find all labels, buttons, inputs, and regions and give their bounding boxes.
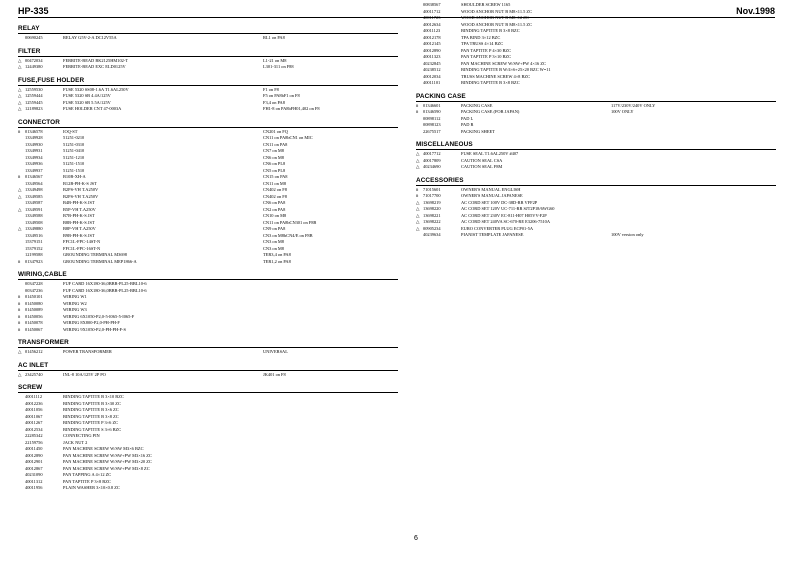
part-description: 51251-0410: [63, 148, 85, 153]
part-number: 71015601: [423, 186, 441, 192]
change-mark: [416, 129, 423, 136]
part-description: TRUSS MACHINE SCREW 4×8 BZC: [461, 73, 530, 79]
part-number: 01346601: [423, 102, 441, 108]
part-remarks: TER1,2 on PA8: [263, 258, 291, 264]
part-number: 40012145: [423, 41, 441, 46]
section-title: AC INLET: [18, 362, 398, 371]
part-number: 00905234: [423, 225, 441, 231]
safety-mark-icon: △: [18, 93, 22, 98]
part-number: 01450078: [25, 320, 43, 325]
part-description: B12B-PH-K-S JST: [63, 180, 97, 186]
part-description: BINDING TAPTITE B 3×8 ZC: [63, 413, 119, 419]
part-description: BINDING TAPTITE B 3×6 ZC: [63, 407, 119, 412]
part-remarks: CN402 on F8: [263, 193, 287, 199]
part-number: 00838567: [423, 2, 441, 7]
parts-section: [18, 48, 398, 71]
change-mark: #: [18, 258, 21, 264]
part-number: 40012534: [25, 426, 43, 432]
section-title: PACKING CASE: [416, 93, 776, 102]
part-number: 00347236: [25, 287, 43, 293]
part-description: PACKING CASE: [461, 102, 493, 108]
part-description: IOQ-ST: [63, 128, 78, 134]
parts-section: [18, 119, 398, 266]
part-number: 01450056: [25, 313, 43, 319]
part-description: FFC1L-FPC-16ST-N: [63, 245, 101, 251]
parts-section: [416, 141, 776, 171]
part-number: 12189823: [25, 106, 43, 111]
part-number: 40012236: [25, 400, 43, 406]
part-number: 40012178: [423, 34, 441, 40]
change-mark: #: [18, 320, 21, 325]
part-description: PAN MACHINE SCREW W/SW+PW M3×20 ZC: [63, 459, 152, 464]
part-remarks: CN201 on FQ: [263, 128, 288, 134]
change-mark: #: [18, 174, 21, 179]
part-remarks: CN3 on M8: [263, 245, 284, 251]
part-row: [416, 164, 776, 171]
part-description: TPA TRUSS 4×14 BZC: [461, 41, 504, 46]
part-number: 13349591: [25, 206, 43, 212]
section-title: ACCESSORIES: [416, 177, 776, 186]
parts-section: [18, 362, 398, 379]
part-remarks: 117V/230V/240V ONLY: [611, 102, 656, 108]
section-title: FILTER: [18, 48, 398, 57]
part-number: 13349937: [25, 167, 43, 173]
section-title: RELAY: [18, 25, 398, 34]
part-description: PAN MACHINE SCREW W/SW+PW M3×16 ZC: [63, 452, 152, 458]
part-number: 40011450: [25, 446, 43, 451]
part-description: CONNECTING PIN: [63, 433, 100, 438]
section-title: MISCELLANEOUS: [416, 141, 776, 150]
part-number: 13349498: [25, 187, 43, 192]
safety-mark-icon: △: [18, 86, 22, 92]
part-number: 13698221: [423, 212, 441, 218]
part-description: BINDING TAPTITE P 3×6 ZC: [63, 420, 119, 425]
part-description: WIRING W2: [63, 300, 87, 306]
parts-section: [18, 25, 398, 42]
part-description: BINDING TAPTITE B 3×8 BZC: [461, 28, 520, 33]
part-number: 40011712: [423, 8, 441, 14]
change-mark: [18, 485, 25, 492]
part-row: [18, 259, 398, 266]
part-description: WIRING W1: [63, 294, 87, 299]
part-number: 01450089: [25, 307, 43, 312]
safety-mark-icon: △: [18, 206, 22, 212]
part-number: 40012034: [423, 73, 441, 79]
part-description: B8B-PH-K-S JST: [63, 219, 95, 225]
safety-mark-icon: △: [18, 99, 22, 105]
part-number: 13349516: [25, 232, 43, 238]
part-number: 00690245: [25, 35, 43, 40]
part-number: 00347228: [25, 281, 43, 286]
change-mark: [416, 80, 423, 87]
part-remarks: TER3,4 on PA8: [263, 252, 291, 257]
part-description: EURO CONVERTER PLUG ECP01-5A: [461, 225, 534, 231]
part-remarks: CN11 on PA8: [263, 141, 288, 147]
part-number: 01456212: [25, 349, 43, 354]
part-number: 22675517: [423, 128, 441, 134]
section-title: WIRING,CABLE: [18, 271, 398, 280]
part-description: AC CORD SET 240VA SC-670-RE E3206-7510A: [461, 219, 550, 224]
part-row: [18, 372, 398, 379]
part-number: 12559530: [25, 86, 43, 92]
part-description: FUSE 5320 SB 4.4A/125V: [63, 93, 111, 98]
safety-mark-icon: △: [18, 371, 22, 377]
part-number: 40011101: [423, 80, 441, 85]
part-number: 22285342: [25, 433, 43, 438]
part-description: B4B-PH-K-S JST: [63, 200, 95, 205]
part-description: PAN TAPPING A 4×12 ZC: [63, 472, 112, 477]
part-number: 00898112: [423, 115, 441, 121]
part-number: 13349588: [25, 213, 43, 218]
section-title: CONNECTOR: [18, 119, 398, 128]
page-number: 6: [414, 535, 418, 542]
safety-mark-icon: △: [18, 106, 22, 111]
part-number: 13349564: [25, 180, 43, 186]
parts-section: [18, 384, 398, 492]
part-number: 01346567: [25, 174, 43, 179]
safety-mark-icon: △: [416, 212, 420, 218]
part-number: 13349587: [25, 200, 43, 205]
part-number: 15379152: [25, 245, 43, 251]
part-description: FUF CARD 16X180-36,0BBR-PL25-BBL10-6: [63, 281, 147, 286]
part-variant: UNIVERSAL: [263, 349, 288, 354]
section-title: SCREW: [18, 384, 398, 393]
part-description: BINDING TAPTITE B 3×10 BZC: [63, 394, 124, 399]
part-number: 01450067: [25, 326, 43, 332]
part-description: WIRING 8X800-P2,0-PH-PH-F: [63, 320, 120, 325]
change-mark: #: [18, 326, 21, 332]
part-remarks: CN11 on M8: [263, 180, 287, 186]
part-description: WOOD ANCHOR NUT B M8×12 ZC: [461, 15, 529, 20]
part-number: 13349508: [25, 219, 43, 225]
part-description: PAN TAPTITE P 4×30 BZC: [461, 47, 512, 53]
part-remarks: 100V version only: [611, 232, 644, 237]
part-row: [416, 80, 776, 87]
part-description: JACK NUT 2: [63, 439, 88, 445]
part-remarks: CN402 on F8: [263, 187, 287, 192]
part-description: PIANIST TEMPLATE JAPANESE: [461, 232, 524, 237]
part-description: PAN MACHINE SCREW W/SW+PW M3×8 ZC: [63, 465, 150, 471]
part-remarks: CN3 on M8: [263, 239, 284, 244]
part-remarks: CN11 on PA8bCN1 on MIC: [263, 135, 313, 140]
part-description: B10B-XH-A: [63, 174, 86, 179]
change-mark: [18, 35, 25, 42]
part-description: PAN TAPTITE P 3×8 BZC: [63, 478, 111, 484]
part-description: FUSE 5320 SB 5.5A/125V: [63, 99, 111, 105]
part-description: AC CORD SET 230V EC-811-H07 H05VV-F2P: [461, 212, 547, 218]
part-number: 40012634: [423, 21, 441, 27]
part-remarks: L301-311 on F88: [263, 64, 294, 69]
part-description: B7B-PH-K-S JST: [63, 213, 95, 218]
part-number: 40231090: [25, 472, 43, 477]
part-number: 40017712: [423, 151, 441, 156]
part-row: [18, 327, 398, 334]
part-row: [18, 35, 398, 42]
part-number: 12559445: [25, 99, 43, 105]
parts-section: [18, 271, 398, 333]
part-number: 13349585: [25, 193, 43, 199]
parts-section: [416, 177, 776, 239]
part-description: FERRITE-BEAD EXC ELD0125V: [63, 64, 126, 69]
part-remarks: F1 on F8: [263, 86, 279, 92]
change-mark: #: [18, 128, 21, 134]
safety-mark-icon: △: [18, 64, 22, 69]
part-description: POWER TRANSFORMER: [63, 349, 112, 354]
part-number: 13349931: [25, 148, 43, 153]
part-description: WOOD ANCHOR NUT B M8×11.5 ZC: [461, 8, 533, 14]
part-remarks: CN10 on M8: [263, 213, 287, 218]
document-date: Nov.1998: [736, 6, 775, 16]
part-description: SHOULDER SCREW 1165: [461, 2, 511, 7]
part-number: 40011112: [25, 394, 43, 399]
part-number: 15379151: [25, 239, 43, 244]
part-number: 13349936: [25, 161, 43, 166]
part-number: 40011267: [25, 420, 43, 425]
part-description: CAUTION SEAL F8M: [461, 164, 503, 169]
part-description: PAN TAPTITE P 3×10 BZC: [461, 54, 512, 59]
parts-section: [18, 77, 398, 113]
part-description: OWNER'S MANUAL JAPANESE: [461, 193, 523, 198]
part-description: B2PS-VH T.A250V: [63, 193, 99, 199]
part-row: [416, 129, 776, 136]
part-number: 12559444: [25, 93, 43, 98]
part-description: RELAY G5V-2-A DC12V55A: [63, 35, 117, 40]
part-number: 40011312: [25, 478, 43, 484]
safety-mark-icon: △: [416, 206, 420, 211]
part-description: PACKING CASE (FOR JAPAN): [461, 109, 520, 114]
part-description: WIRING 6X1050-P2,0-5-I065-5-I065-F: [63, 313, 135, 319]
part-number: 40011723: [423, 15, 441, 20]
part-description: WOOD ANCHOR NUT B M8×11.5 ZC: [461, 21, 533, 27]
part-description: FUF CARD 16X180-36,0BBR-PL25-BBL10-6: [63, 287, 147, 293]
part-number: 40232845: [423, 60, 441, 66]
part-number: 00472034: [25, 57, 43, 63]
part-description: BINDING TAPTITE B 3×8 BZC: [461, 80, 520, 85]
part-description: WIRING 9X1050-P2,0-PH-PH-F-S: [63, 326, 126, 332]
part-description: FERRITE-BEAD BK2125HM102-T: [63, 57, 129, 63]
part-row: [18, 64, 398, 71]
safety-mark-icon: △: [18, 187, 22, 192]
part-remarks: JK401 on F8: [263, 371, 286, 377]
part-remarks: CN15 on PA8: [263, 174, 288, 179]
part-description: 51251-0310: [63, 141, 85, 147]
change-mark: #: [416, 193, 419, 198]
part-remarks: 100V ONLY: [611, 109, 634, 114]
parts-section: [416, 93, 776, 136]
safety-mark-icon: △: [18, 193, 22, 199]
part-description: WIRING W3: [63, 307, 87, 312]
part-number: 22159756: [25, 439, 43, 445]
part-description: TPA BIND 3×12 BZC: [461, 34, 501, 40]
change-mark: [416, 232, 423, 239]
parts-section: [416, 2, 776, 87]
part-number: 13698220: [423, 206, 441, 211]
part-number: 40234690: [423, 164, 441, 169]
part-number: 13349934: [25, 154, 43, 160]
change-mark: #: [416, 109, 419, 114]
part-remarks: CN3 on M8bCN4/E on F8B: [263, 232, 313, 238]
section-title: TRANSFORMER: [18, 339, 398, 348]
part-description: FUSE SEAL T1.6AL250V #407: [461, 151, 519, 156]
right-column: [416, 2, 776, 239]
safety-mark-icon: △: [416, 157, 420, 163]
part-description: PACKING SHEET: [461, 128, 495, 134]
part-number: 13349928: [25, 135, 43, 140]
part-description: 51251-1210: [63, 154, 85, 160]
change-mark: #: [18, 300, 21, 306]
part-description: 51251-1510: [63, 161, 85, 166]
part-number: 40011056: [25, 407, 43, 412]
part-number: 40011956: [25, 485, 43, 490]
part-description: PLAIN WASHER 3×10×0.8 ZC: [63, 485, 120, 490]
part-description: B9B-PH-K-S JST: [63, 232, 95, 238]
part-number: 40011323: [423, 54, 441, 59]
part-description: BINDING TAPTITE B W/4×6+25×20 BZC W=11: [461, 67, 551, 72]
part-number: 00898123: [423, 122, 441, 127]
part-row: [18, 349, 398, 356]
part-description: 51251-1510: [63, 167, 85, 173]
part-description: PAN MACHINE SCREW W/SW M3×6 BZC: [63, 446, 144, 451]
model-name: HP-335: [18, 6, 49, 16]
part-remarks: CN5 on PL8: [263, 167, 286, 173]
part-number: 40012890: [25, 452, 43, 458]
part-number: 13349930: [25, 141, 43, 147]
part-description: GROUNDING TERMINAL M3698: [63, 252, 127, 257]
part-description: CAUTION SEAL CSA: [461, 157, 503, 163]
part-description: FUSE 5320 SS08-1.6A T1.6AL250V: [63, 86, 129, 92]
safety-mark-icon: △: [416, 225, 420, 231]
part-number: 01347923: [25, 258, 43, 264]
part-row: [416, 232, 776, 239]
change-mark: #: [18, 294, 21, 299]
part-number: 01450101: [25, 294, 43, 299]
section-title: FUSE,FUSE HOLDER: [18, 77, 398, 86]
part-remarks: CN7 on M8: [263, 148, 284, 153]
part-number: 40011067: [25, 413, 43, 419]
safety-mark-icon: △: [18, 349, 22, 354]
part-row: [18, 106, 398, 113]
part-description: AC CORD SET 100V DC-38D-RR VFF2P: [461, 199, 538, 205]
change-mark: #: [18, 313, 21, 319]
part-number: 40012890: [423, 47, 441, 53]
part-remarks: F5 on PA8bF1 on F8: [263, 93, 300, 98]
part-number: 40011123: [423, 28, 441, 33]
left-column: [18, 25, 398, 492]
part-remarks: CN6 on PA8: [263, 200, 286, 205]
part-description: BINDING TAPTITE B 3×30 ZC: [63, 400, 121, 406]
safety-mark-icon: △: [416, 199, 420, 205]
part-number: 13698219: [423, 199, 441, 205]
part-number: 01450080: [25, 300, 43, 306]
part-remarks: L1-21 on M8: [263, 57, 287, 63]
part-remarks: CN9 on PA8: [263, 226, 286, 231]
part-number: 71017700: [423, 193, 441, 198]
part-remarks: RL1 on PA8: [263, 35, 285, 40]
part-number: 01346590: [423, 109, 441, 114]
safety-mark-icon: △: [416, 151, 420, 156]
part-description: PAN MACHINE SCREW W/SW+PW 4×16 ZC: [461, 60, 546, 66]
part-description: 51251-0210: [63, 135, 85, 140]
part-description: B8P-VH T.A250V: [63, 226, 96, 231]
part-description: PAD L: [461, 115, 474, 121]
safety-mark-icon: △: [18, 57, 22, 63]
change-mark: #: [416, 186, 419, 192]
part-number: 23425740: [25, 371, 43, 377]
part-remarks: CN6 on PL8: [263, 161, 286, 166]
part-number: 12199588: [25, 252, 43, 257]
part-description: B2PS-VH T.A250V: [63, 187, 99, 192]
part-description: FUSE HOLDER CNT 47-0003A: [63, 106, 122, 111]
part-description: INL-8 10A/125V 2P PO: [63, 371, 106, 377]
part-number: 13349880: [25, 226, 43, 231]
part-number: 12449380: [25, 64, 43, 69]
part-number: 40239634: [423, 232, 441, 237]
part-description: BINDING TAPTITE S 3×6 BZC: [63, 426, 122, 432]
part-remarks: F3,4 on PA8: [263, 99, 285, 105]
part-description: PAD R: [461, 122, 474, 127]
part-number: 40017809: [423, 157, 441, 163]
part-number: 40012867: [25, 465, 43, 471]
change-mark: #: [416, 102, 419, 108]
part-description: OWNER'S MANUAL ENGLISH: [461, 186, 521, 192]
part-description: GROUNDING TERMINAL MEP1866-A: [63, 258, 137, 264]
part-remarks: CN2 on PA8: [263, 206, 286, 212]
safety-mark-icon: △: [18, 226, 22, 231]
part-number: 01346578: [25, 128, 43, 134]
part-description: FFC1L-FPC-14ST-N: [63, 239, 101, 244]
safety-mark-icon: △: [416, 219, 420, 224]
part-number: 40238512: [423, 67, 441, 72]
part-remarks: CN11 on PA8bCN301 on F8B: [263, 219, 317, 225]
part-number: 40012901: [25, 459, 43, 464]
change-mark: #: [18, 307, 21, 312]
safety-mark-icon: △: [416, 164, 420, 169]
part-remarks: FH1-8 on PA8bFH01,402 on F8: [263, 106, 320, 111]
parts-section: [18, 339, 398, 356]
part-remarks: CN6 on M8: [263, 154, 284, 160]
part-description: B5P-VH T.A250V: [63, 206, 96, 212]
part-row: [18, 485, 398, 492]
part-number: 13698222: [423, 219, 441, 224]
part-description: AC CORD SET 120V UC-711-RR SJT2P18/6WG60: [461, 206, 555, 211]
